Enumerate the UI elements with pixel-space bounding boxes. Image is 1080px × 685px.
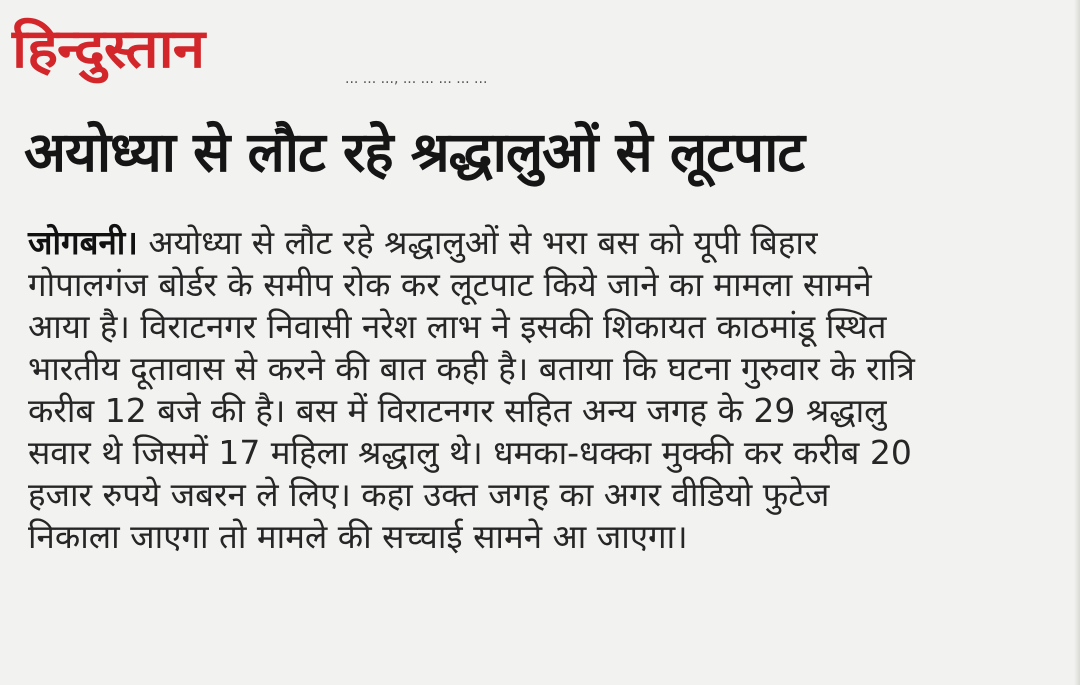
article-line: करीब 12 बजे की है। बस में विराटनगर सहित अन्य जगह के 29 श्रद्धालु	[28, 391, 887, 430]
article-line-text: अयोध्या से लौट रहे श्रद्धालुओं से भरा बस को यूपी बिहार	[137, 223, 818, 262]
newspaper-masthead	[12, 12, 342, 84]
article-line: निकाला जाएगा तो मामले की सच्चाई सामने आ जाएगा।	[28, 517, 688, 556]
article-dateline: जोगबनी।	[28, 223, 138, 262]
article-body	[28, 222, 1058, 558]
page-edge-shadow	[1074, 0, 1080, 685]
article-line: भारतीय दूतावास से करने की बात कही है। बताया कि घटना गुरुवार के रात्रि	[28, 349, 915, 388]
article-line	[28, 222, 1058, 264]
article-line: आया है। विराटनगर निवासी नरेश लाभ ने इसकी शिकायत काठमांडू स्थित	[28, 307, 887, 346]
article-headline: अयोध्या से लौट रहे श्रद्धालुओं से लूटपाट	[24, 120, 805, 184]
article-line: हजार रुपये जबरन ले लिए। कहा उक्त जगह का अगर वीडियो फुटेज	[28, 475, 830, 514]
article-line: सवार थे जिसमें 17 महिला श्रद्धालु थे। धमका-धक्का मुक्की कर करीब 20	[28, 433, 912, 472]
article-line: गोपालगंज बोर्डर के समीप रोक कर लूटपाट किये जाने का मामला सामने	[28, 265, 872, 304]
newspaper-logo: हिन्दुस्तान	[12, 16, 204, 80]
cut-off-text-line: ... ... ..., ... ... ... ... ...	[345, 72, 488, 86]
